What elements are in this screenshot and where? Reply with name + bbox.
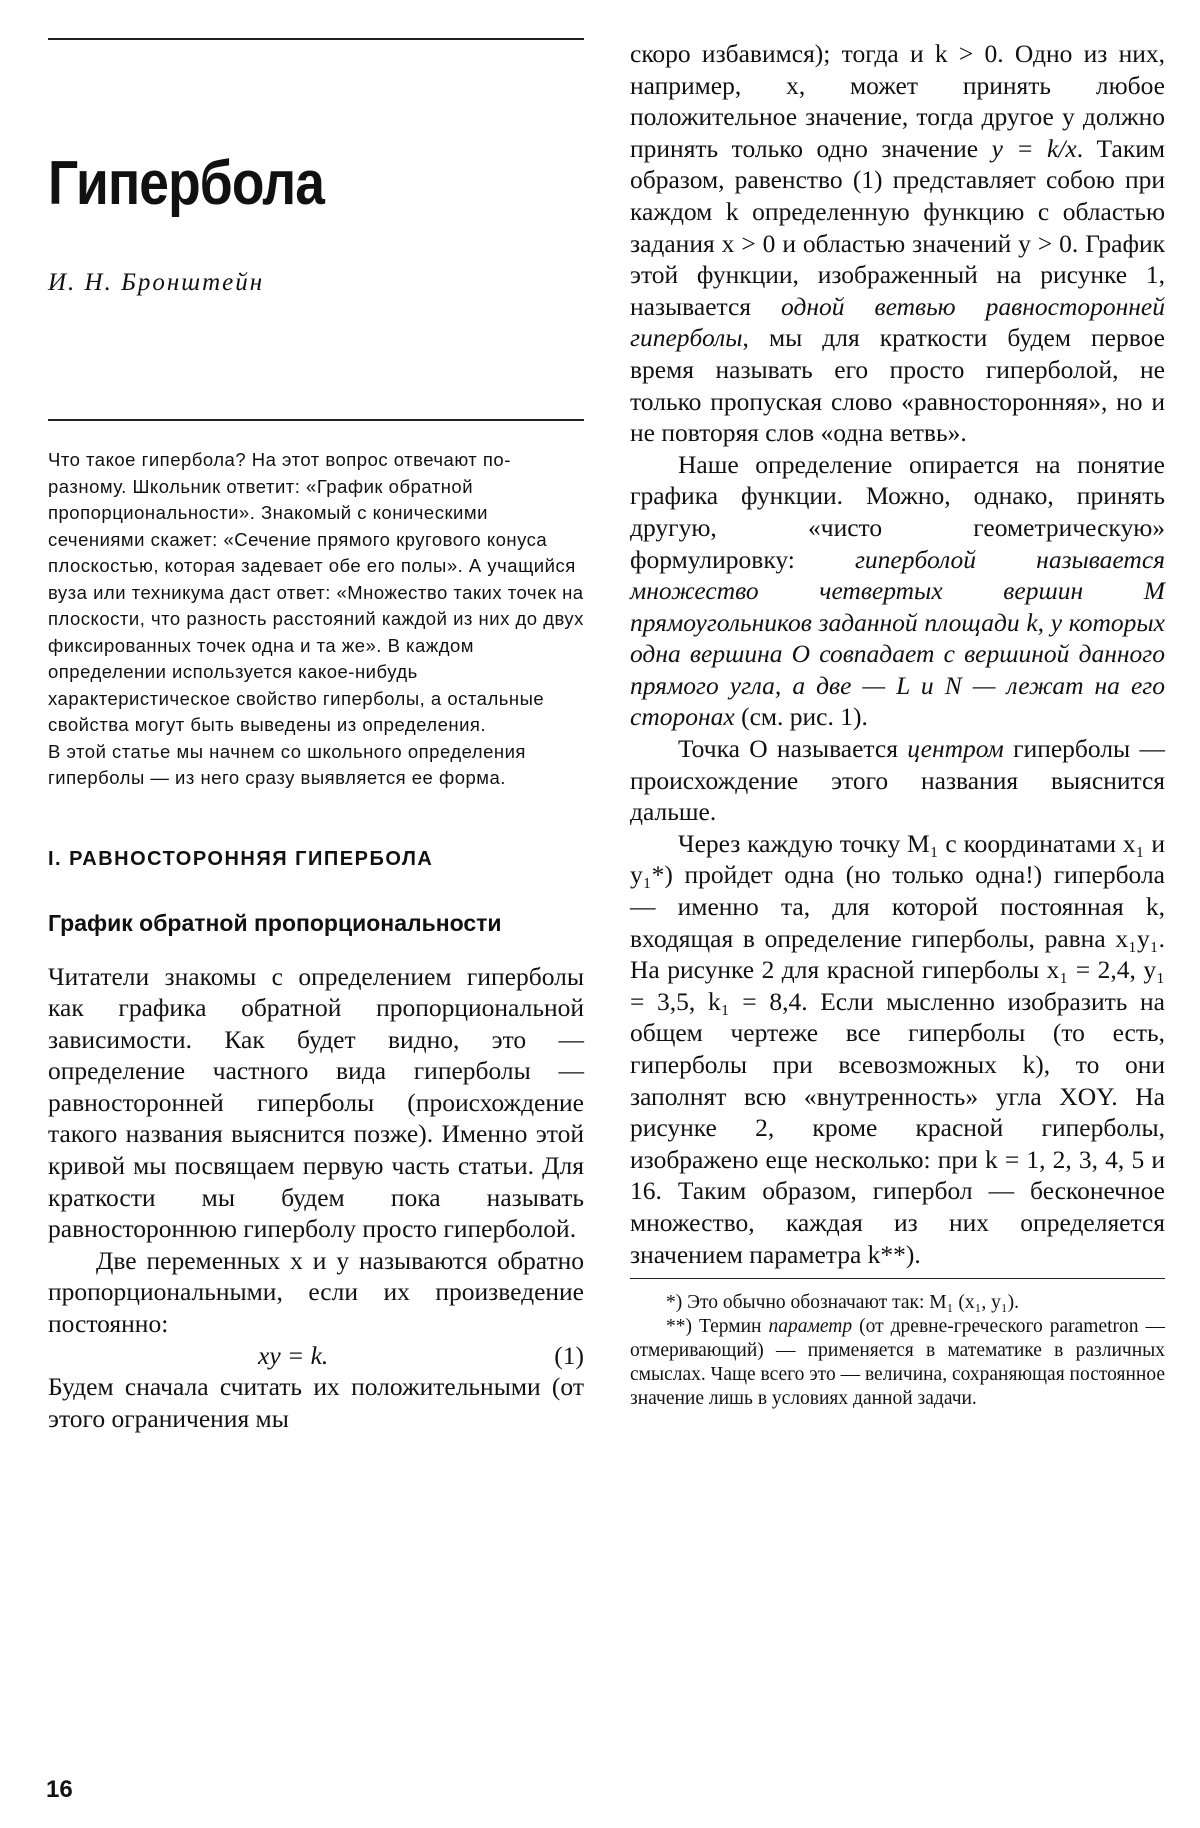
italic-term: одной ветвью равносторонней гиперболы — [630, 291, 1166, 353]
page-number: 16 — [46, 1776, 73, 1803]
footnotes — [630, 1291, 1165, 1411]
right-body-text — [630, 38, 1165, 1270]
formula-number: (1) — [554, 1340, 584, 1370]
article-title: Гипербола — [48, 149, 325, 218]
formula-expression: xy = k. — [258, 1340, 329, 1370]
right-column — [630, 38, 1165, 1411]
text-run: Наше определение опирается на понятие графика функции. Можно, однако, принять другую, «чисто геометрическую» формулировку: — [630, 449, 1165, 574]
body-paragraph — [630, 449, 1165, 733]
body-paragraph: Будем сначала считать их положительными (от этого ограничения мы — [48, 1372, 584, 1433]
body-paragraph — [630, 38, 1165, 449]
left-column — [48, 38, 584, 1434]
italic-definition: гиперболой называется множество четвертых вершин M прямоугольников заданной площади k, у которых одна вершина O совпадает с вершиной данного прямого угла, а две — L и N — лежат на его сторонах — [630, 544, 1165, 732]
italic-term: центром — [907, 734, 1004, 764]
body-paragraph: Две переменных x и y называются обратно пропорциональными, если их произведение постоянно: — [48, 1245, 584, 1339]
text-run: , мы для краткости будем первое время называть его просто гиперболой, не только пропуская слово «равносторонняя», но и не повторяя слов «одна ветвь». — [630, 323, 1165, 448]
italic-term: параметр — [768, 1316, 853, 1338]
subsection-title: График обратной пропорциональности — [48, 909, 502, 936]
formula-1 — [48, 1340, 584, 1372]
article-author: И. Н. Бронштейн — [48, 269, 265, 296]
footnote-rule — [630, 1278, 1165, 1279]
footnote: *) Это обычно обозначают так: M₁ (x₁, y₁). — [666, 1292, 1020, 1314]
body-paragraph: Через каждую точку M₁ с координатами x₁ и y₁*) пройдет одна (но только одна!) гипербола — именно та, для которой постоянная k, входящая в определение гиперболы, равна x₁y₁. На рисунке 2 для красной гиперболы x₁ = 2,4, y₁ = 3,5, k₁ = 8,4. Если мысленно изобразить на общем чертеже все гиперболы (то есть, гиперболы при всевозможных k), то они заполнят всю «внутренность» угла XOY. На рисунке 2, кроме красной гиперболы, изображено еще несколько: при k = 1, 2, 3, 4, 5 и 16. Таким образом, гипербол — бесконечное множество, каждая из них определяется значением параметра k**). — [630, 828, 1165, 1269]
lead-rule — [48, 419, 584, 421]
section-title: I. РАВНОСТОРОННЯЯ ГИПЕРБОЛА — [48, 847, 434, 870]
lead-text — [48, 447, 584, 792]
text-run: Точка O называется — [678, 734, 908, 764]
text-run: скоро избавимся); тогда и k > 0. Одно из них, например, x, может принять любое положительное значение, тогда другое y должно принять только одно значение — [630, 39, 1165, 163]
top-rule — [48, 38, 584, 40]
lead-paragraph: В этой статье мы начнем со школьного определения гиперболы — из него сразу выявляется ее форма. — [48, 740, 526, 788]
body-paragraph: Читатели знакомы с определением гиперболы как графика обратной пропорциональной зависимости. Как будет видно, это — определение частного вида гиперболы — равносторонней гиперболы (происхождение такого названия выяснится позже). Именно этой кривой мы посвящаем первую часть статьи. Для краткости мы будем пока называть равностороннюю гиперболу просто гиперболой. — [48, 961, 584, 1244]
text-run: . Таким образом, равенство (1) представляет собою при каждом k определенную функцию с областью задания x > 0 и областью значений y > 0. График этой функции, изображенный на рисунке 1, называется — [630, 133, 1165, 321]
lead-paragraph: Что такое гипербола? На этот вопрос отвечают по-разному. Школьник ответит: «График обратной пропорциональности». Знакомый с коническими сечениями скажет: «Сечение прямого кругового конуса плоскостью, которая задевает обе его полы». А учащийся вуза или техникума даст ответ: «Множество таких точек на плоскости, что разность расстояний каждой из них до двух фиксированных точек одна и та же». В каждом определении используется какое-нибудь характеристическое свойство гиперболы, а остальные свойства могут быть выведены из определения. — [48, 449, 584, 735]
text-run: (от древне-греческого parametron — отмеривающий) — применяется в математике в различных смыслах. Чаще всего это — величина, сохраняющая постоянное значение лишь в условиях данной задачи. — [630, 1316, 1165, 1410]
text-run: **) Термин — [666, 1316, 769, 1338]
text-run: (см. рис. 1). — [734, 702, 868, 732]
footnote — [630, 1315, 1165, 1411]
inline-formula: y = k/x — [991, 133, 1077, 163]
body-paragraph — [630, 733, 1165, 828]
text-run: гиперболы — происхождение этого названия выяснится дальше. — [630, 734, 1165, 827]
left-body-text — [48, 961, 584, 1435]
